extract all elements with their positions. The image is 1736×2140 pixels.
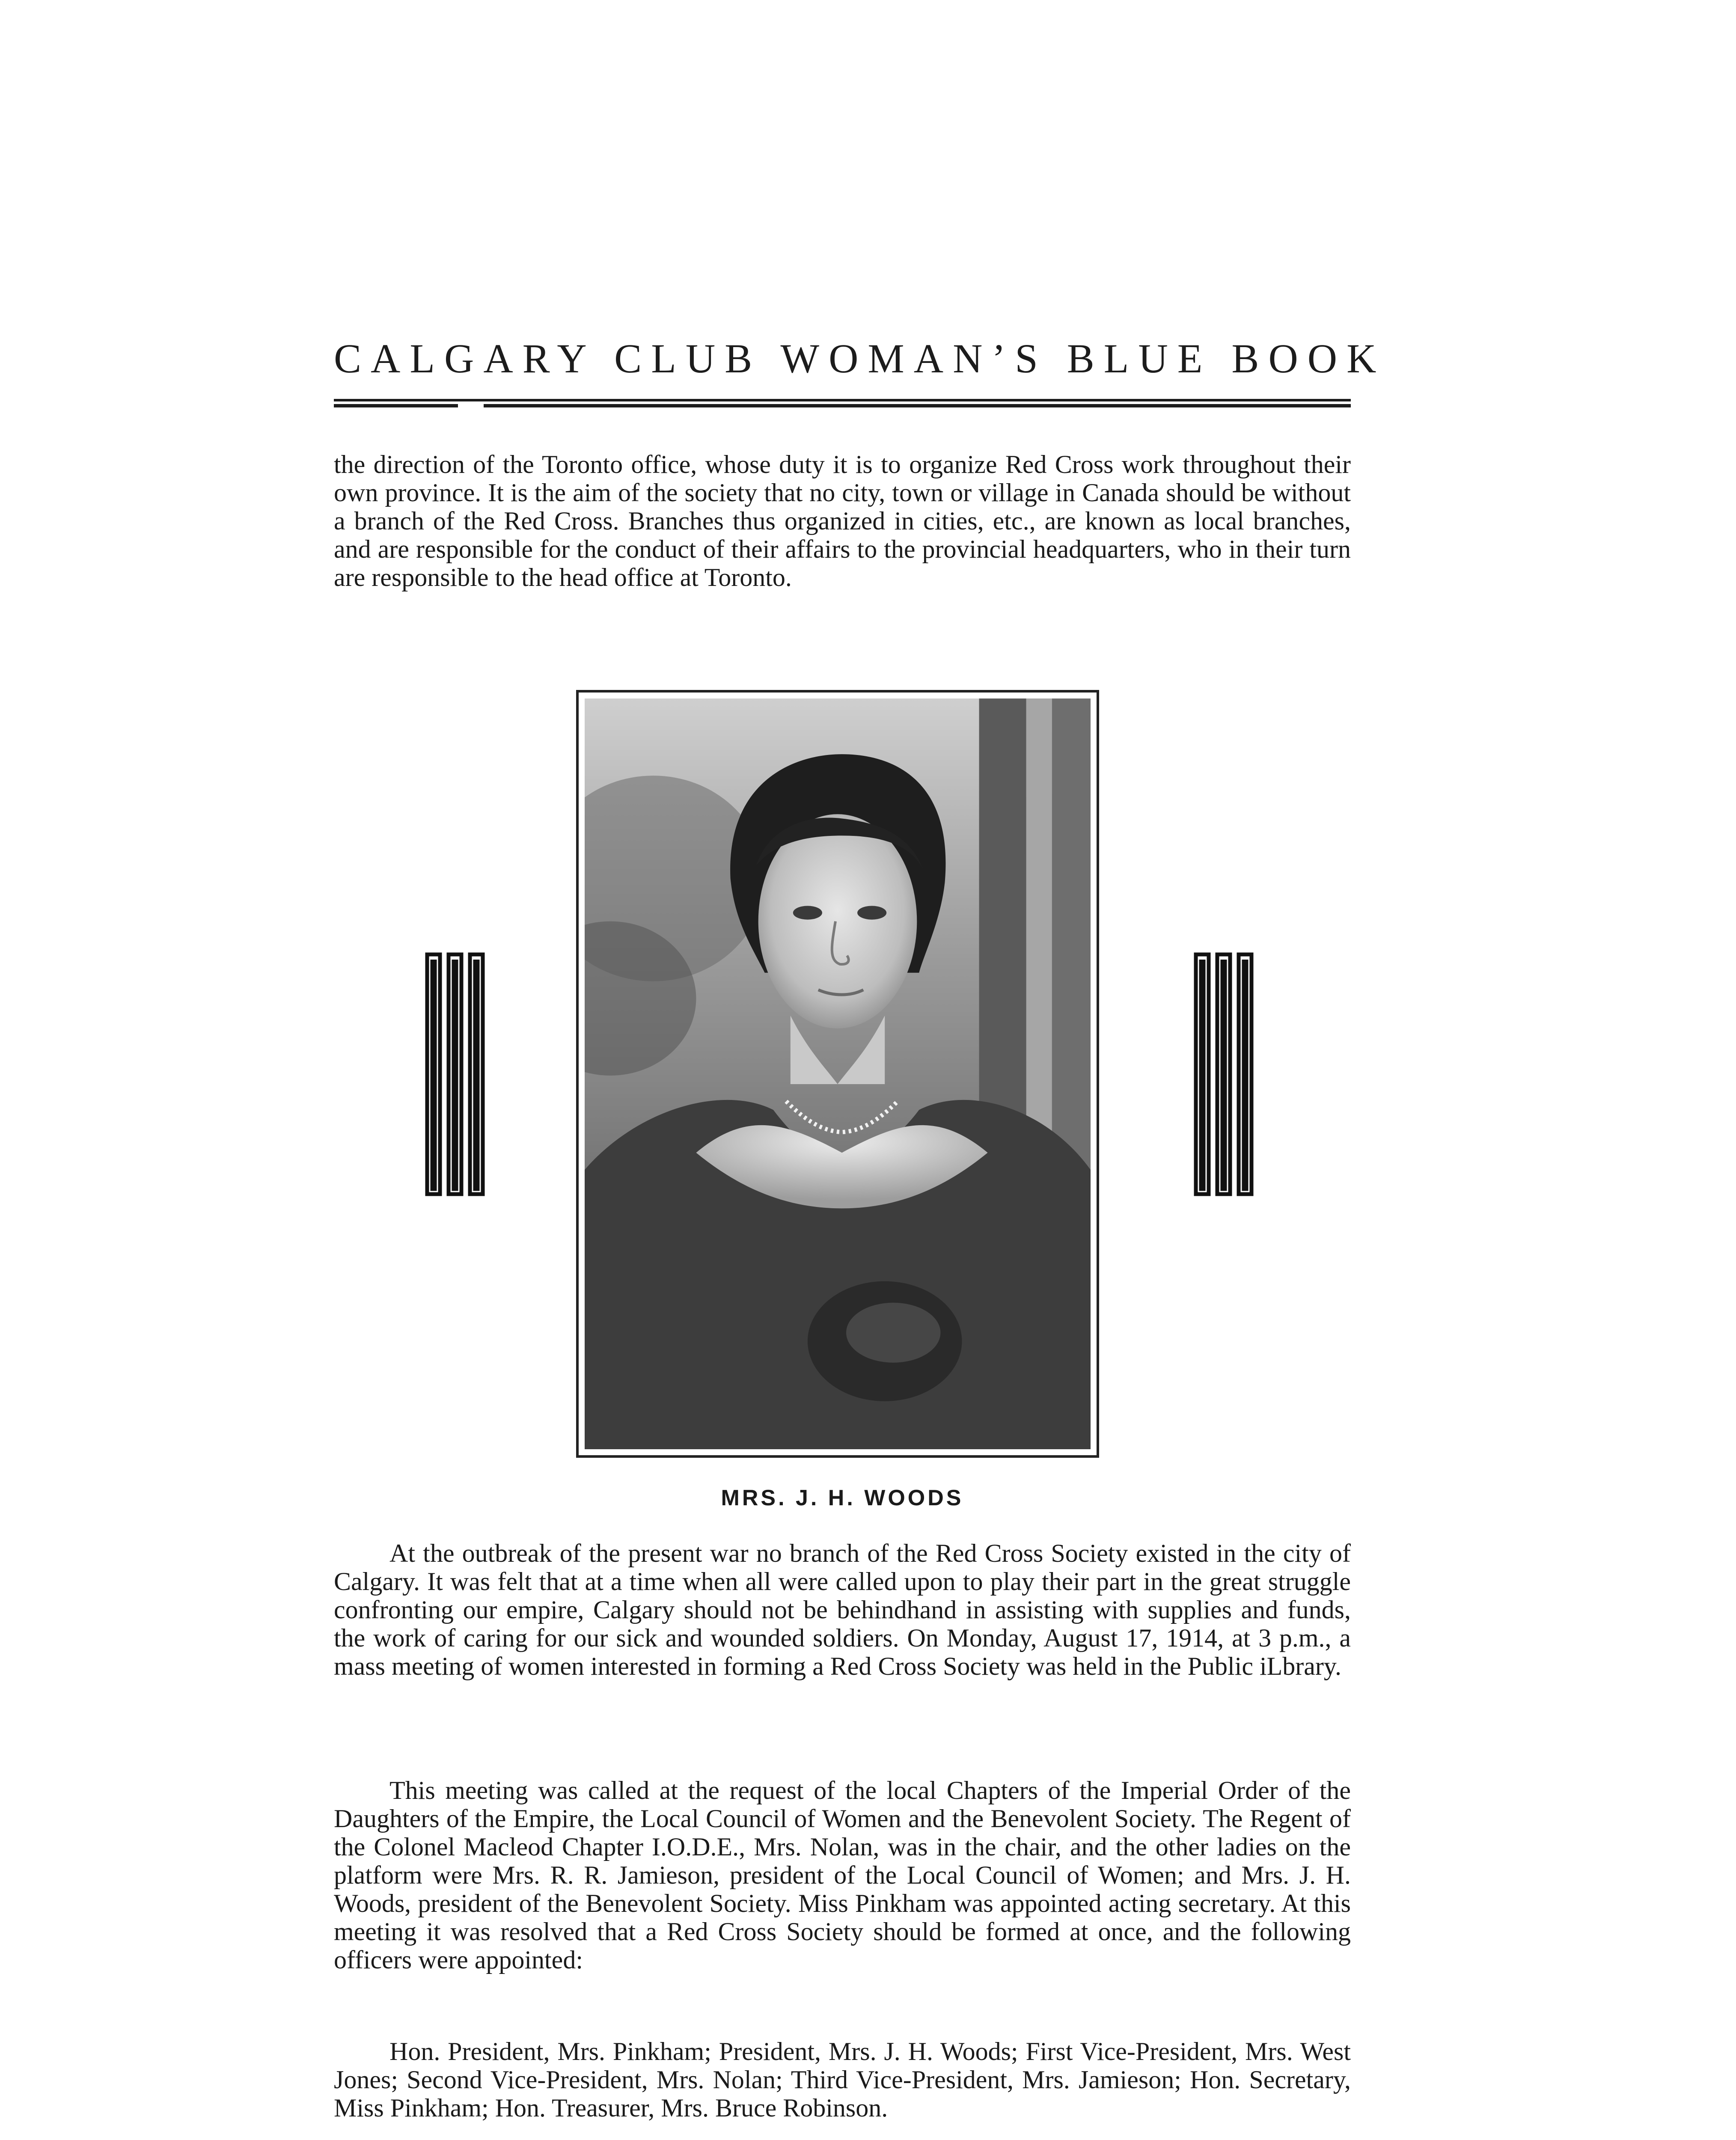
right-ornament (1192, 950, 1257, 1198)
paragraph-outbreak: At the outbreak of the present war no branch of the Red Cross Society existed in the city of Calgary. It was felt that at a time when all were called upon to play their part in the great struggle confronting our empire, Calgary should not be behindhand in assisting with supplies and funds, the work of caring for our sick and wounded soldiers. On Monday, August 17, 1914, at 3 p.m., a mass meeting of women interested in forming a Red Cross Society was held in the Public iLbrary. (334, 1539, 1351, 1680)
paragraph-meeting: This meeting was called at the request of the local Chapters of the Imperial Order of the Daughters of the Empire, the Local Council of Women and the Benevolent Society. The Regent of the Colonel Macleod Chapter I.O.D.E., Mrs. Nolan, was in the chair, and the other ladies on the platform were Mrs. R. R. Jamieson, president of the Local Council of Women; and Mrs. J. H. Woods, president of the Benevolent Society. Miss Pinkham was appointed acting secretary. At this meeting it was resolved that a Red Cross Society should be formed at once, and the following officers were appointed: (334, 1776, 1351, 1974)
portrait-photo (585, 698, 1091, 1449)
header-rule-accent-left (334, 404, 458, 407)
running-header: CALGARY CLUB WOMAN’S BLUE BOOK (334, 336, 1386, 381)
portrait-photo-frame (576, 690, 1099, 1458)
header-rule-accent-right (484, 404, 1351, 407)
paragraph-continuation: the direction of the Toronto office, whose duty it is to organize Red Cross work throughout their own province. It is the aim of the society that no city, town or village in Canada should be without a branch of the Red Cross. Branches thus organized in cities, etc., are known as local branches, and are responsible for the conduct of their affairs to the provincial headquarters, who in their turn are responsible to the head office at Toronto. (334, 450, 1351, 591)
header-rule (334, 399, 1351, 401)
left-ornament (424, 950, 488, 1198)
photo-caption: MRS. J. H. WOODS (721, 1486, 964, 1510)
paragraph-officers: Hon. President, Mrs. Pinkham; President, Mrs. J. H. Woods; First Vice-President, Mrs. West Jones; Second Vice-President, Mrs. Nolan; Third Vice-President, Mrs. Jamieson; Hon. Secretary, Miss Pinkham; Hon. Treasurer, Mrs. Bruce Robinson. (334, 2037, 1351, 2122)
